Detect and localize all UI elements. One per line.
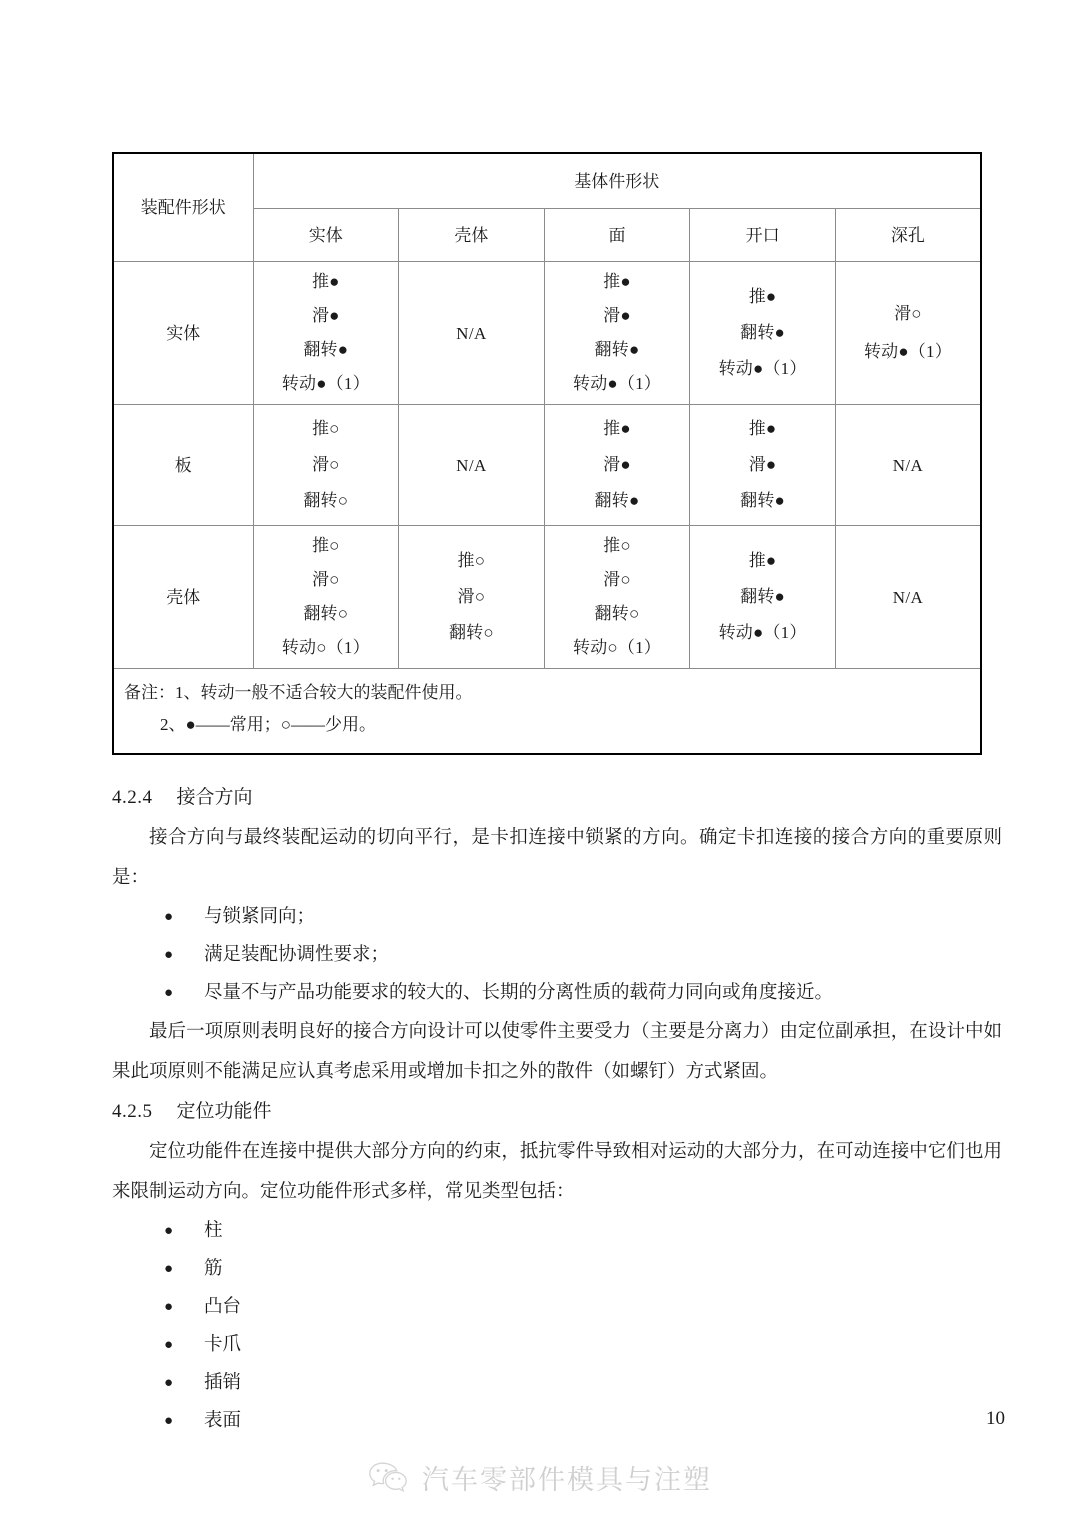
cell-line: 翻转● [594, 340, 640, 359]
bullet-dot-icon: ● [164, 1223, 174, 1239]
table-cell [835, 526, 981, 669]
section-paragraph-425: 定位功能件在连接中提供大部分方向的约束，抵抗零件导致相对运动的大部分力，在可动连接中它们也用来限制运动方向。定位功能件形式多样，常见类型包括： [112, 1142, 1002, 1202]
list-item-label: 表面 [204, 1411, 242, 1431]
table-row [113, 262, 981, 405]
cell-line: 推● [748, 287, 777, 306]
section-paragraph-424: 接合方向与最终装配运动的切向平行，是卡扣连接中锁紧的方向。确定卡扣连接的接合方向的重要原则是： [112, 828, 1002, 888]
table-column-header: 面 [544, 209, 690, 262]
bullet-list-425 [112, 1212, 1002, 1440]
table-cell [544, 262, 690, 405]
footer-watermark [0, 1458, 1080, 1497]
cell-line: 翻转● [740, 323, 786, 342]
table-notes-row [113, 669, 981, 755]
cell-line: 推● [311, 272, 340, 291]
cell-line: 推● [603, 419, 631, 438]
table-cell [399, 262, 545, 405]
cell-line: 滑○ [603, 570, 631, 589]
table-row [113, 526, 981, 669]
cell-line: 滑○ [311, 455, 340, 474]
list-item [112, 1250, 1002, 1288]
wechat-icon [368, 1461, 408, 1495]
cell-line: 转动●（1） [718, 623, 807, 642]
cell-line: 翻转● [740, 491, 786, 510]
table-header-row-group [113, 153, 981, 209]
table-cell [544, 405, 690, 526]
section-title: 接合方向 [176, 787, 253, 808]
cell-line: 翻转● [740, 587, 786, 606]
table-cell [544, 526, 690, 669]
cell-line: 转动●（1） [863, 342, 952, 361]
section-heading-424 [112, 778, 1002, 818]
table-row [113, 405, 981, 526]
bullet-dot-icon: ● [164, 1261, 174, 1277]
cell-line: 转动●（1） [281, 374, 370, 393]
table-column-header: 开口 [690, 209, 836, 262]
table-row-label: 实体 [113, 262, 253, 405]
bullet-list-424 [112, 898, 1002, 1012]
list-item-label: 筋 [204, 1259, 223, 1279]
cell-line: 翻转● [303, 340, 349, 359]
cell-line: 转动○（1） [281, 638, 370, 657]
cell-line: 滑● [748, 455, 777, 474]
section-number: 4.2.4 [112, 787, 153, 808]
list-item-label: 与锁紧同向； [204, 907, 316, 927]
cell-na: N/A [456, 455, 487, 475]
table-cell [690, 262, 836, 405]
table-column-header: 壳体 [399, 209, 545, 262]
cell-na: N/A [892, 455, 924, 475]
cell-line: 滑○ [457, 587, 486, 606]
table-cell [835, 405, 981, 526]
cell-line: 滑● [311, 306, 340, 325]
cell-line: 推● [748, 419, 777, 438]
table-column-header: 深孔 [835, 209, 981, 262]
table-notes [113, 669, 981, 755]
list-item [112, 1288, 1002, 1326]
list-item [112, 1212, 1002, 1250]
section-title: 定位功能件 [176, 1101, 272, 1122]
list-item-label: 柱 [204, 1221, 223, 1241]
cell-line: 推○ [311, 536, 340, 555]
table-cell [835, 262, 981, 405]
bullet-dot-icon: ● [164, 1337, 174, 1353]
watermark-text: 汽车零部件模具与注塑 [422, 1465, 712, 1496]
bullet-dot-icon: ● [164, 1299, 174, 1315]
cell-line: 转动●（1） [573, 374, 661, 393]
list-item [112, 974, 1002, 1012]
cell-line: 推○ [457, 551, 486, 570]
cell-line: 转动●（1） [718, 359, 807, 378]
bullet-dot-icon: ● [164, 947, 174, 963]
table-column-header: 实体 [253, 209, 399, 262]
list-item-label: 凸台 [204, 1297, 242, 1317]
bullet-dot-icon: ● [164, 1375, 174, 1391]
cell-line: 滑● [603, 306, 631, 325]
cell-line: 滑● [603, 455, 631, 474]
table-group-header: 基体件形状 [253, 153, 981, 209]
cell-line: 推● [748, 551, 777, 570]
cell-line: 转动○（1） [573, 638, 661, 657]
cell-line: 推● [603, 272, 631, 291]
table-cell [690, 526, 836, 669]
bullet-dot-icon: ● [164, 985, 174, 1001]
table-corner-label: 装配件形状 [113, 153, 253, 262]
table-row-label: 板 [113, 405, 253, 526]
cell-line: 推○ [311, 419, 340, 438]
bullet-dot-icon: ● [164, 1413, 174, 1429]
cell-line: 翻转○ [303, 491, 349, 510]
table-row-label: 壳体 [113, 526, 253, 669]
bullet-dot-icon: ● [164, 909, 174, 925]
list-item-label: 满足装配协调性要求； [204, 945, 390, 965]
table-note-line: 备注：1、转动一般不适合较大的装配件使用。 [124, 683, 473, 702]
cell-line: 推○ [603, 536, 631, 555]
table-cell [690, 405, 836, 526]
table-cell [253, 526, 399, 669]
table-cell [253, 262, 399, 405]
cell-line: 翻转● [594, 491, 640, 510]
list-item [112, 1326, 1002, 1364]
list-item [112, 936, 1002, 974]
shape-compatibility-table [112, 152, 982, 755]
cell-line: 翻转○ [594, 604, 640, 623]
document-body [112, 778, 1002, 1440]
cell-na: N/A [892, 587, 924, 607]
table-cell [253, 405, 399, 526]
shape-compatibility-table-container [112, 152, 980, 755]
section-number: 4.2.5 [112, 1101, 153, 1122]
list-item-label: 卡爪 [204, 1335, 242, 1355]
list-item [112, 898, 1002, 936]
paragraph-after-bullets: 最后一项原则表明良好的接合方向设计可以使零件主要受力（主要是分离力）由定位副承担，在设计中如果此项原则不能满足应认真考虑采用或增加卡扣之外的散件（如螺钉）方式紧固。 [112, 1022, 1002, 1082]
table-note-line: 2、●——常用；○——少用。 [160, 715, 377, 734]
table-cell [399, 526, 545, 669]
cell-line: 翻转○ [303, 604, 349, 623]
cell-na: N/A [456, 323, 487, 343]
list-item-label: 插销 [204, 1373, 242, 1393]
cell-line: 滑○ [894, 304, 922, 323]
section-heading-425 [112, 1092, 1002, 1132]
table-cell [399, 405, 545, 526]
cell-line: 翻转○ [448, 623, 494, 642]
list-item-label: 尽量不与产品功能要求的较大的、长期的分离性质的载荷力同向或角度接近。 [204, 983, 834, 1003]
list-item [112, 1364, 1002, 1402]
page-number: 10 [986, 1408, 1005, 1429]
cell-line: 滑○ [311, 570, 340, 589]
